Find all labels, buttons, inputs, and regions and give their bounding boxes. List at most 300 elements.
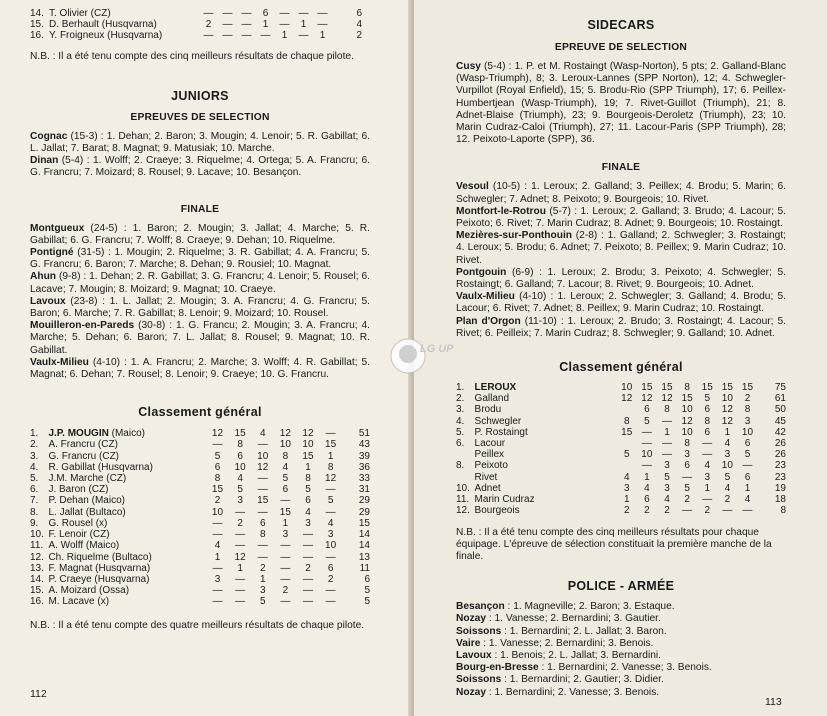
juniors-finale-text: : 1. Baron; 2. Mougin; 3. Jallat; 4. Marche; 5. R. Gabillat; 6. G. Francru; 7. Wolff; 8. Craeye; 9. Dehan; 10. Riquelme. [30, 222, 370, 246]
sidecars-finale-paragraph [456, 267, 786, 291]
sidecars-class-score: 4 [744, 494, 751, 506]
sidecars-class-name [475, 416, 617, 427]
sidecars-class-row [456, 494, 786, 505]
sidecars-class-score: 15 [681, 393, 693, 405]
juniors-class-score: — [280, 596, 291, 608]
sidecars-class-score: 5 [704, 393, 711, 405]
sidecars-finale-code: (10-5) [488, 181, 521, 193]
sidecars-finale-results [456, 181, 786, 340]
sidecars-class-rank [456, 449, 475, 460]
sidecars-finale-paragraph [456, 206, 786, 230]
juniors-class-score: — [302, 540, 313, 552]
sidecars-class-score: 12 [621, 393, 633, 405]
sidecars-finale-text: : 1. Leroux; 2. Galland; 3. Peillex; 4. Brodu; 5. Marin; 6. Schwegler; 7. Adnet; 8. Peixoto; 9. Bourgeois; 10. Rivet. [456, 181, 786, 205]
sidecars-class-score: — [661, 415, 672, 427]
left-top-score: 1 [319, 30, 326, 42]
juniors-class-row [30, 563, 370, 574]
sidecars-finale-place: Mezières-sur-Ponthouin [456, 230, 573, 242]
sidecars-class-row [456, 382, 786, 393]
left-top-score: 2 [205, 19, 212, 31]
sidecars-class-name-text: Peixoto [474, 460, 508, 472]
juniors-class-score: 5 [327, 495, 334, 507]
juniors-class-score: — [257, 473, 268, 485]
sidecars-class-score: 3 [744, 415, 751, 427]
sidecars-class-score: 15 [721, 382, 733, 394]
juniors-class-score: — [302, 573, 313, 585]
police-text: : 1. Magneville; 2. Baron; 3. Estaque. [504, 601, 675, 613]
police-place: Nozay [456, 686, 487, 698]
juniors-class-score: — [212, 517, 223, 529]
juniors-class-score: 15 [325, 439, 337, 451]
left-top-name-text: Y. Froigneux (Husqvarna) [49, 30, 163, 42]
juniors-class-score: 2 [259, 562, 266, 574]
juniors-class-score: — [280, 551, 291, 563]
sidecars-class-name [475, 393, 617, 404]
sidecars-finale-text: : 1. Leroux; 2. Galland; 3. Brudo; 4. Lacour; 5. Peixoto; 6. Rivet; 7. Marin Cudraz; 8. Adnet; 9. Bourgeois; 10. Rostaingt. [456, 205, 786, 230]
juniors-class-score: 2 [282, 585, 289, 597]
juniors-class-score: 6 [259, 517, 266, 529]
juniors-selection-code: (15-3) [67, 130, 98, 142]
juniors-class-score: 12 [279, 428, 291, 440]
juniors-finale-results [30, 223, 370, 382]
juniors-class-name-text: G. Rousel (x) [48, 517, 108, 529]
sidecars-finale-code: (4-10) [514, 291, 547, 303]
juniors-class-score: 6 [327, 562, 334, 574]
sidecars-class-score: — [682, 471, 693, 483]
sidecars-class-score: 10 [621, 382, 633, 394]
sidecars-finale-text: : 1. Leroux; 2. Brodu; 3. Peixoto; 4. Schwegler; 5. Rostaingt; 6. Galland; 7. Lacour; 8. Rivet; 9. Bourgeois; 10. Adnet. [456, 266, 786, 291]
juniors-class-rank: 9. [30, 517, 39, 529]
juniors-class-name [48, 484, 206, 495]
sidecars-class-name-text: Rivet [474, 471, 498, 483]
left-top-row [30, 8, 362, 19]
left-top-total: 6 [356, 8, 362, 19]
juniors-class-name [48, 596, 206, 607]
juniors-selection-text: : 1. Wolff; 2. Craeye; 3. Riquelme; 4. Ortega; 5. A. Francru; 6. G. Francru; 7. Moizard; 8. Rousel; 9. Lacave; 10. Besançon. [30, 155, 370, 179]
juniors-class-score: 2 [237, 517, 243, 529]
juniors-class-score: 12 [211, 428, 224, 440]
juniors-finale-text: : 1. G. Francu; 2. Mougin; 3. A. Francru; 4. Marche; 5. Dehan; 6. Baron; 7. L. Jallat; 8. Rousel; 9. Magnat; 10. R. Gabillat. [30, 320, 370, 356]
juniors-title: JUNIORS [171, 88, 229, 103]
juniors-class-row [30, 495, 370, 506]
sidecars-class-score: 10 [741, 426, 754, 438]
sidecars-class-total: 61 [774, 393, 786, 405]
sidecars-class-score: 10 [721, 393, 733, 405]
sidecars-finale-title: FINALE [601, 162, 641, 174]
sidecars-class-score: 1 [744, 482, 751, 494]
sidecars-class-score: 2 [724, 494, 731, 506]
sidecars-class-row [456, 505, 786, 516]
juniors-class-score: 4 [282, 461, 289, 473]
left-top-score: 1 [262, 19, 269, 31]
juniors-class-total: 33 [358, 473, 370, 485]
juniors-class-total: 36 [358, 461, 370, 473]
juniors-class-score: — [325, 484, 336, 496]
left-page [0, 0, 412, 716]
police-text: : 1. Benois; 2. L. Jallat; 3. Bernardini. [491, 649, 661, 661]
juniors-class-total: 39 [358, 450, 370, 462]
police-result [456, 650, 786, 662]
page-number-right: 113 [765, 696, 782, 708]
sidecars-class-rank: 6. [456, 438, 465, 450]
left-top-score: — [222, 8, 233, 19]
sidecars-class-score: 2 [704, 505, 711, 517]
sidecars-class-score: 4 [623, 471, 630, 483]
juniors-class-name [48, 495, 206, 506]
police-result [456, 638, 786, 650]
juniors-class-row [30, 507, 370, 518]
sidecars-class-score: 15 [661, 382, 673, 394]
juniors-class-rank: 11. [30, 540, 44, 552]
juniors-class-score: 1 [259, 573, 266, 585]
police-result [456, 687, 786, 699]
sidecars-class-score: 3 [684, 449, 690, 461]
sidecars-class-name [475, 494, 617, 505]
juniors-class-score: 4 [214, 540, 221, 552]
juniors-class-row [30, 518, 370, 529]
juniors-class-name [48, 585, 206, 596]
right-page [414, 0, 827, 716]
juniors-class-score: — [212, 529, 223, 541]
sidecars-class-score: 10 [681, 404, 693, 416]
sidecars-class-score: 15 [741, 382, 754, 394]
sidecars-finale-paragraph [456, 316, 786, 340]
juniors-class-score: — [257, 506, 268, 518]
left-top-score: 6 [262, 8, 269, 19]
juniors-finale-paragraph [30, 357, 370, 381]
sidecars-selection-paragraph [456, 61, 786, 146]
police-place: Besançon [456, 601, 505, 613]
juniors-class-row [30, 462, 370, 473]
sidecars-class-score [617, 438, 637, 449]
sidecars-class-score: 1 [623, 494, 630, 506]
sidecars-selection-text: : 1. P. et M. Rostaingt (Wasp-Norton), 5 pts; 2. Galland-Blanc (Wasp-Triumph), 8; 3. Leroux-Lannes (SPP Norton), 12; 4. Schwegler-Vurpillot (Royal Enfield), 15; 5. Brodu-Rio (SPP Triumph), 17; 6. Peillex-Humbertjean (Wasp-Triumph), 19; 7. Rivet-Guillot (Triumph), 21; 8. Adnet-Blaise (Triumph), 23; 9. Bourgeois-Deroletz (Triumph), 23; 10. Marin Cudraz-Caloi (Triumph), 27; 11. Lacour-Paris (SPP Triumph), 28; 12. Peixoto-Laporte (SPP), 36. [456, 61, 786, 146]
juniors-class-score: — [325, 506, 336, 518]
juniors-class-score: 15 [211, 484, 224, 496]
juniors-class-rank: 13. [30, 562, 44, 574]
juniors-class-name [48, 540, 206, 551]
sidecars-class-name-text: LEROUX [474, 382, 517, 394]
sidecars-class-score [617, 404, 637, 415]
sidecars-class-score: 6 [704, 404, 711, 416]
watermark-logo [386, 330, 454, 382]
left-top-name [49, 30, 199, 41]
sidecars-class-score: 3 [724, 449, 731, 461]
sidecars-class-score: 8 [623, 415, 630, 427]
juniors-class-score: — [302, 529, 313, 541]
sidecars-class-name-text: P. Rostaingt [474, 426, 528, 438]
juniors-finale-place: Vaulx-Milieu [30, 356, 89, 368]
juniors-class-score: — [212, 585, 223, 597]
juniors-class-score: — [280, 562, 291, 574]
police-result [456, 626, 786, 638]
sidecars-class-score: 5 [744, 449, 751, 461]
police-text: : 1. Bernardini; 2. Vanesse; 3. Benois. [486, 686, 660, 698]
sidecars-class-score: — [702, 449, 713, 461]
sidecars-class-row [456, 427, 786, 438]
juniors-class-score: 10 [279, 439, 291, 451]
left-top-name [49, 19, 199, 30]
juniors-class-score: 2 [214, 495, 221, 507]
juniors-selection-place: Cognac [30, 130, 68, 142]
right-page-content [456, 8, 786, 699]
sidecars-finale-paragraph [456, 181, 786, 205]
juniors-class-score: 6 [214, 461, 221, 473]
sidecars-class-row [456, 472, 786, 483]
left-top-total: 4 [356, 19, 362, 31]
juniors-class-score: — [235, 506, 246, 518]
juniors-finale-text: : 1. Dehan; 2. R. Gabillat; 3. G. Francru; 4. Lenoir; 5. Rousel; 6. Lacave; 7. Mougin; 8. Moizard; 9. Magnat; 10. Craeye. [30, 271, 370, 295]
juniors-class-name [48, 462, 206, 473]
juniors-class-score: 10 [257, 450, 269, 462]
juniors-class-score: 3 [282, 529, 289, 541]
police-result [456, 601, 786, 613]
juniors-class-name-text: P. Dehan (Maico) [48, 495, 125, 507]
juniors-class-score: 8 [282, 450, 289, 462]
sidecars-finale-paragraph [456, 291, 786, 315]
sidecars-class-score: 10 [641, 449, 653, 461]
juniors-class-rank: 2. [30, 439, 39, 451]
sidecars-selection-results [456, 61, 786, 146]
sidecars-class-name [475, 427, 617, 438]
sidecars-class-score: 1 [644, 471, 650, 483]
sidecars-class-row [456, 438, 786, 449]
sidecars-class-score: 12 [641, 393, 653, 405]
sidecars-class-row [456, 393, 786, 404]
juniors-class-row [30, 484, 370, 495]
juniors-class-score: 15 [302, 450, 314, 462]
juniors-class-total: 43 [358, 439, 370, 451]
juniors-class-score: 5 [214, 450, 221, 462]
juniors-class-score: — [212, 596, 223, 608]
right-nb: N.B. : Il a été tenu compte des cinq meilleurs résultats pour chaque équipage. L'épreuve de sélection constituait la première manche de la finale. [456, 526, 772, 562]
juniors-class-rank: 4. [30, 461, 39, 473]
police-result [456, 674, 786, 686]
juniors-finale-paragraph [30, 320, 370, 357]
juniors-class-score: 8 [214, 473, 221, 485]
sidecars-class-score: 12 [721, 404, 733, 416]
sidecars-class-name-text: Bourgeois [474, 505, 520, 517]
sidecars-class-name [475, 472, 617, 483]
sidecars-class-score: 10 [721, 460, 733, 472]
left-top-score: — [317, 19, 328, 31]
juniors-class-score: 4 [305, 506, 311, 518]
juniors-class-score: 12 [234, 551, 246, 563]
left-top-row [30, 30, 362, 41]
police-armee-results [456, 601, 786, 699]
juniors-class-rank: 5. [30, 473, 39, 485]
watermark-logo-text: LG UP [420, 343, 454, 355]
sidecars-class-score: — [641, 460, 652, 472]
juniors-class-name-text: L. Jallat (Bultaco) [48, 506, 126, 518]
juniors-class-row [30, 552, 370, 563]
juniors-finale-paragraph [30, 271, 370, 295]
police-text: : 1. Vanesse; 2. Bernardini; 3. Benois. [480, 637, 654, 649]
juniors-class-score: 15 [279, 506, 291, 518]
juniors-class-name-text: M. Lacave (x) [48, 596, 110, 608]
juniors-selection-paragraph [30, 155, 370, 179]
sidecars-finale-place: Vaulx-Milieu [456, 291, 515, 303]
juniors-class-total: 13 [358, 551, 370, 563]
sidecars-class-rank: 11. [456, 494, 470, 506]
juniors-finale-text: : 1. Mougin; 2. Riquelme; 3. R. Gabillat; 4. A. Francru; 5. G. Francru; 6. Baron; 7. Marche; 8. Dehan; 9. Rousiel; 10. Magnat. [30, 247, 370, 271]
left-top-score: — [222, 19, 233, 31]
juniors-class-name-text: J.M. Marche (CZ) [48, 473, 127, 485]
juniors-class-score: — [235, 529, 246, 541]
sidecars-class-score: 3 [664, 482, 670, 494]
juniors-class-score: 1 [214, 551, 221, 563]
juniors-class-score: — [325, 596, 336, 608]
juniors-class-score: — [280, 573, 291, 585]
police-text: : 1. Bernardini; 2. L. Jallat; 3. Baron. [501, 625, 667, 637]
sidecars-class-rank: 3. [456, 404, 465, 416]
juniors-class-score: — [302, 585, 313, 597]
sidecars-class-total: 45 [774, 415, 786, 427]
juniors-class-name-text: J. Baron (CZ) [48, 484, 109, 496]
left-top-total: 2 [356, 30, 362, 42]
sidecars-class-score: 6 [704, 426, 711, 438]
sidecars-class-rank: 8. [456, 460, 465, 472]
sidecars-title: SIDECARS [587, 18, 655, 32]
sidecars-finale-text: : 1. Leroux; 2. Schwegler; 3. Galland; 4. Brodu; 5. Lacour; 6. Rivet; 7. Adnet; 8. Peillex; 9. Marin Cudraz; 10. Rostaingt. [456, 291, 786, 315]
sidecars-finale-text: : 1. Leroux; 2. Brudo; 3. Rostaingt; 4. Lacour; 5. Rivet; 6. Peilleix; 7. Marin Cudraz; 8. Schwegler; 9. Galland; 10. Adnet. [456, 315, 786, 339]
juniors-class-score: 15 [257, 495, 269, 507]
juniors-class-score: 10 [302, 439, 314, 451]
juniors-class-name [48, 451, 206, 462]
sidecars-class-score: 1 [664, 426, 670, 438]
juniors-class-score: — [325, 551, 336, 563]
juniors-class-name [48, 473, 206, 484]
juniors-class-row [30, 451, 370, 462]
juniors-class-score: — [257, 484, 268, 496]
juniors-class-score: — [212, 439, 223, 451]
juniors-class-total: 5 [364, 596, 370, 608]
sidecars-class-name-text: Lacour [474, 438, 506, 450]
left-top-score: — [203, 30, 214, 42]
juniors-finale-place: Lavoux [30, 295, 66, 307]
juniors-class-score: 2 [305, 562, 311, 574]
juniors-classement-table [30, 428, 370, 607]
juniors-class-total: 5 [364, 585, 370, 597]
left-top-rank: 16. [30, 30, 44, 42]
juniors-class-total: 14 [358, 540, 370, 552]
juniors-class-score: 8 [237, 439, 243, 451]
juniors-selection-title: EPREUVES DE SELECTION [130, 111, 270, 123]
juniors-class-rank: 6. [30, 484, 39, 496]
left-top-rank: 14. [30, 8, 44, 19]
juniors-class-row [30, 439, 370, 450]
left-top-score: — [222, 30, 233, 42]
sidecars-class-name-text: Schwegler [474, 415, 522, 427]
sidecars-class-score: 5 [724, 471, 731, 483]
juniors-class-score: — [235, 596, 246, 608]
juniors-finale-code: (9-8) [56, 271, 81, 283]
sidecars-class-row [456, 449, 786, 460]
juniors-finale-place: Montgueux [30, 222, 85, 234]
sidecars-class-score: 8 [704, 415, 711, 427]
left-top-score: 1 [281, 30, 288, 42]
juniors-class-row [30, 596, 370, 607]
police-place: Soissons [456, 625, 502, 637]
left-top-score: — [203, 8, 214, 19]
juniors-class-score: — [235, 585, 246, 597]
juniors-class-total: 31 [358, 484, 370, 496]
juniors-class-score: — [302, 551, 313, 563]
juniors-class-score: — [235, 573, 246, 585]
sidecars-selection-title: EPREUVE DE SELECTION [554, 42, 688, 53]
sidecars-class-rank: 1. [456, 382, 465, 394]
sidecars-class-score: 4 [704, 460, 711, 472]
juniors-class-score: — [212, 562, 223, 574]
sidecars-finale-place: Plan d'Orgon [456, 315, 521, 327]
sidecars-class-score: — [742, 505, 753, 517]
juniors-finale-place: Ahun [30, 271, 57, 283]
juniors-class-score: 8 [259, 529, 266, 541]
juniors-finale-code: (4-10) [88, 356, 121, 368]
juniors-class-name [48, 518, 206, 529]
juniors-class-name-text: P. Craeye (Husqvarna) [48, 573, 150, 585]
juniors-class-row [30, 473, 370, 484]
sidecars-class-score: 3 [704, 471, 711, 483]
left-top-score: — [241, 8, 252, 19]
page-number-left: 112 [30, 688, 47, 700]
juniors-class-row [30, 428, 370, 439]
juniors-finale-text: : 1. A. Francru; 2. Marche; 3. Wolff; 4. R. Gabillat; 5. Magnat; 6. Dehan; 7. Rousel; 8. Lenoir; 9. Craeye; 10. G. Francru. [30, 356, 371, 381]
juniors-class-score: 5 [305, 484, 311, 496]
sidecars-class-name [475, 449, 617, 460]
sidecars-class-total: 23 [774, 460, 786, 472]
sidecars-classement-title: Classement général [559, 360, 683, 375]
sidecars-finale-code: (6-9) [506, 266, 534, 278]
juniors-class-rank: 7. [30, 495, 39, 507]
sidecars-class-score: — [722, 505, 733, 517]
juniors-class-name [48, 507, 206, 518]
sidecars-class-score: 3 [623, 482, 630, 494]
juniors-class-score: 5 [282, 473, 289, 485]
sidecars-class-name-text: Marin Cudraz [474, 494, 535, 506]
left-top-score: — [298, 30, 309, 42]
juniors-class-row [30, 540, 370, 551]
police-text: : 1. Bernardini; 2. Vanesse; 3. Benois. [538, 662, 712, 674]
sidecars-class-score: 4 [664, 494, 670, 506]
juniors-class-score: — [257, 439, 268, 451]
juniors-finale-code: (23-8) [65, 295, 98, 307]
juniors-class-score: — [257, 551, 268, 563]
sidecars-class-name-text: Adnet [474, 482, 501, 494]
juniors-class-score: 1 [305, 461, 311, 473]
left-nb-1: N.B. : Il a été tenu compte des cinq meilleurs résultats de chaque pilote. [30, 50, 354, 62]
juniors-class-total: 29 [358, 506, 370, 518]
juniors-class-score: 15 [234, 428, 246, 440]
juniors-class-score: 3 [237, 495, 243, 507]
juniors-class-name-text: G. Francru (CZ) [48, 450, 120, 462]
juniors-class-name-text: A. Wolff (Maico) [48, 540, 120, 552]
left-top-score: — [279, 8, 290, 19]
juniors-class-name-text: A. Moizard (Ossa) [48, 585, 130, 597]
sidecars-class-score: — [742, 460, 753, 472]
sidecars-class-score: — [641, 426, 652, 438]
sidecars-class-score: — [641, 438, 652, 450]
juniors-class-total: 51 [358, 428, 370, 440]
left-top-name-text: T. Olivier (CZ) [49, 8, 111, 19]
left-page-content [30, 8, 370, 632]
juniors-class-name-text: J.P. MOUGIN [48, 428, 109, 440]
sidecars-class-score: 8 [684, 382, 690, 394]
juniors-selection-place: Dinan [30, 155, 59, 167]
juniors-selection-paragraph [30, 131, 370, 155]
juniors-class-score: 1 [237, 562, 243, 574]
sidecars-class-score: 12 [681, 415, 693, 427]
